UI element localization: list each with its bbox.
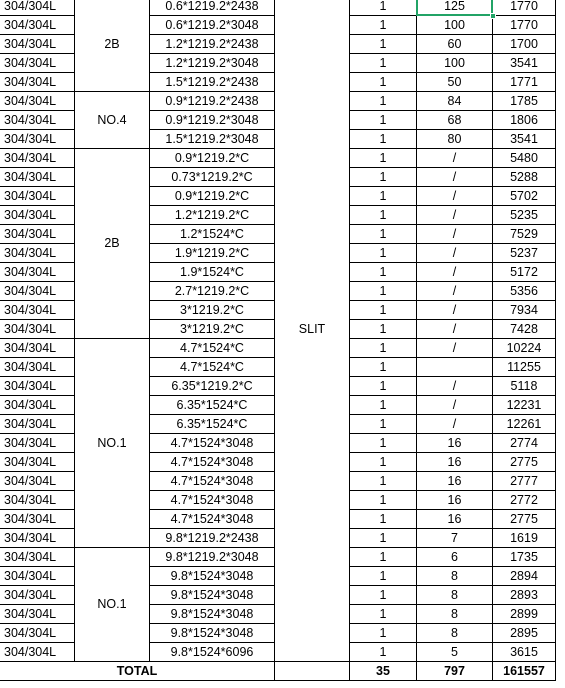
qty-cell[interactable]: 1 [350,111,417,130]
qty-cell[interactable]: 1 [350,472,417,491]
weight-cell[interactable]: 5702 [493,187,556,206]
weight-cell[interactable]: 1700 [493,35,556,54]
weight-cell[interactable]: 2895 [493,624,556,643]
size-cell[interactable]: 1.2*1219.2*3048 [150,54,275,73]
material-cell[interactable]: 304/304L [0,510,75,529]
size-cell[interactable]: 0.9*1219.2*C [150,149,275,168]
material-cell[interactable]: 304/304L [0,548,75,567]
size-cell[interactable]: 9.8*1524*3048 [150,605,275,624]
process-merged-cell[interactable]: SLIT [275,0,350,662]
weight-cell[interactable]: 5356 [493,282,556,301]
qty-cell[interactable]: 1 [350,35,417,54]
size-cell[interactable]: 1.5*1219.2*3048 [150,130,275,149]
pcs-cell[interactable]: / [417,263,493,282]
material-cell[interactable]: 304/304L [0,472,75,491]
pcs-cell[interactable]: / [417,415,493,434]
pcs-cell[interactable]: 16 [417,453,493,472]
qty-cell[interactable]: 1 [350,453,417,472]
total-weight-cell[interactable]: 161557 [493,662,556,681]
qty-cell[interactable]: 1 [350,529,417,548]
material-cell[interactable]: 304/304L [0,225,75,244]
pcs-cell[interactable]: / [417,187,493,206]
weight-cell[interactable]: 11255 [493,358,556,377]
pcs-cell[interactable]: / [417,206,493,225]
material-cell[interactable]: 304/304L [0,206,75,225]
weight-cell[interactable]: 12231 [493,396,556,415]
qty-cell[interactable]: 1 [350,187,417,206]
qty-cell[interactable]: 1 [350,605,417,624]
qty-cell[interactable]: 1 [350,54,417,73]
weight-cell[interactable]: 2893 [493,586,556,605]
weight-cell[interactable]: 1770 [493,16,556,35]
material-cell[interactable]: 304/304L [0,529,75,548]
weight-cell[interactable]: 5118 [493,377,556,396]
material-cell[interactable]: 304/304L [0,263,75,282]
size-cell[interactable]: 0.6*1219.2*2438 [150,0,275,16]
weight-cell[interactable]: 5237 [493,244,556,263]
qty-cell[interactable]: 1 [350,415,417,434]
weight-cell[interactable]: 2775 [493,510,556,529]
pcs-cell[interactable]: / [417,149,493,168]
qty-cell[interactable]: 1 [350,73,417,92]
size-cell[interactable]: 3*1219.2*C [150,320,275,339]
material-cell[interactable]: 304/304L [0,586,75,605]
size-cell[interactable]: 1.5*1219.2*2438 [150,73,275,92]
finish-merged-cell[interactable]: NO.1 [75,339,150,548]
material-cell[interactable]: 304/304L [0,320,75,339]
weight-cell[interactable]: 5480 [493,149,556,168]
qty-cell[interactable]: 1 [350,643,417,662]
total-pcs-cell[interactable]: 797 [417,662,493,681]
weight-cell[interactable]: 1770 [493,0,556,16]
weight-cell[interactable]: 10224 [493,339,556,358]
pcs-cell[interactable]: 16 [417,510,493,529]
qty-cell[interactable]: 1 [350,206,417,225]
material-cell[interactable]: 304/304L [0,149,75,168]
pcs-cell[interactable]: 16 [417,491,493,510]
size-cell[interactable]: 1.2*1524*C [150,225,275,244]
size-cell[interactable]: 4.7*1524*3048 [150,491,275,510]
weight-cell[interactable]: 5235 [493,206,556,225]
qty-cell[interactable]: 1 [350,0,417,16]
finish-merged-cell[interactable]: 2B [75,149,150,339]
pcs-cell[interactable]: / [417,282,493,301]
size-cell[interactable]: 9.8*1219.2*3048 [150,548,275,567]
pcs-cell[interactable]: 8 [417,605,493,624]
material-cell[interactable]: 304/304L [0,168,75,187]
size-cell[interactable]: 9.8*1524*3048 [150,586,275,605]
qty-cell[interactable]: 1 [350,282,417,301]
size-cell[interactable]: 0.6*1219.2*3048 [150,16,275,35]
qty-cell[interactable]: 1 [350,339,417,358]
weight-cell[interactable]: 7934 [493,301,556,320]
pcs-cell[interactable]: 5 [417,643,493,662]
size-cell[interactable]: 0.9*1219.2*3048 [150,111,275,130]
size-cell[interactable]: 1.2*1219.2*2438 [150,35,275,54]
size-cell[interactable]: 2.7*1219.2*C [150,282,275,301]
size-cell[interactable]: 9.8*1524*3048 [150,624,275,643]
size-cell[interactable]: 3*1219.2*C [150,301,275,320]
pcs-cell[interactable]: 8 [417,567,493,586]
qty-cell[interactable]: 1 [350,149,417,168]
pcs-cell[interactable]: 125 [417,0,493,16]
size-cell[interactable]: 9.8*1524*3048 [150,567,275,586]
total-label-cell[interactable]: TOTAL [0,662,275,681]
qty-cell[interactable]: 1 [350,301,417,320]
pcs-cell[interactable]: / [417,396,493,415]
pcs-cell[interactable]: 60 [417,35,493,54]
material-cell[interactable]: 304/304L [0,605,75,624]
qty-cell[interactable]: 1 [350,225,417,244]
qty-cell[interactable]: 1 [350,320,417,339]
total-qty-cell[interactable]: 35 [350,662,417,681]
weight-cell[interactable]: 2777 [493,472,556,491]
weight-cell[interactable]: 1735 [493,548,556,567]
size-cell[interactable]: 1.9*1524*C [150,263,275,282]
size-cell[interactable]: 0.9*1219.2*2438 [150,92,275,111]
pcs-cell[interactable]: 16 [417,472,493,491]
pcs-cell[interactable]: 80 [417,130,493,149]
pcs-cell[interactable]: 16 [417,434,493,453]
size-cell[interactable]: 4.7*1524*3048 [150,453,275,472]
material-cell[interactable]: 304/304L [0,624,75,643]
material-cell[interactable]: 304/304L [0,643,75,662]
weight-cell[interactable]: 3541 [493,130,556,149]
qty-cell[interactable]: 1 [350,396,417,415]
qty-cell[interactable]: 1 [350,130,417,149]
size-cell[interactable]: 1.9*1219.2*C [150,244,275,263]
size-cell[interactable]: 9.8*1219.2*2438 [150,529,275,548]
weight-cell[interactable]: 2772 [493,491,556,510]
size-cell[interactable]: 4.7*1524*3048 [150,510,275,529]
weight-cell[interactable]: 1806 [493,111,556,130]
size-cell[interactable]: 6.35*1524*C [150,396,275,415]
qty-cell[interactable]: 1 [350,16,417,35]
pcs-cell[interactable] [417,358,493,377]
size-cell[interactable]: 6.35*1524*C [150,415,275,434]
pcs-cell[interactable]: 8 [417,586,493,605]
pcs-cell[interactable]: 84 [417,92,493,111]
material-cell[interactable]: 304/304L [0,415,75,434]
weight-cell[interactable]: 12261 [493,415,556,434]
material-cell[interactable]: 304/304L [0,491,75,510]
weight-cell[interactable]: 1771 [493,73,556,92]
size-cell[interactable]: 4.7*1524*C [150,339,275,358]
qty-cell[interactable]: 1 [350,491,417,510]
size-cell[interactable]: 4.7*1524*3048 [150,472,275,491]
qty-cell[interactable]: 1 [350,358,417,377]
material-cell[interactable]: 304/304L [0,282,75,301]
pcs-cell[interactable]: 50 [417,73,493,92]
material-cell[interactable]: 304/304L [0,244,75,263]
material-cell[interactable]: 304/304L [0,187,75,206]
material-cell[interactable]: 304/304L [0,434,75,453]
weight-cell[interactable]: 7529 [493,225,556,244]
size-cell[interactable]: 0.9*1219.2*C [150,187,275,206]
material-cell[interactable]: 304/304L [0,301,75,320]
qty-cell[interactable]: 1 [350,92,417,111]
pcs-cell[interactable]: 100 [417,16,493,35]
material-cell[interactable]: 304/304L [0,377,75,396]
material-cell[interactable]: 304/304L [0,567,75,586]
weight-cell[interactable]: 3615 [493,643,556,662]
pcs-cell[interactable]: / [417,320,493,339]
weight-cell[interactable]: 5172 [493,263,556,282]
weight-cell[interactable]: 2899 [493,605,556,624]
qty-cell[interactable]: 1 [350,624,417,643]
weight-cell[interactable]: 1785 [493,92,556,111]
pcs-cell[interactable]: / [417,301,493,320]
pcs-cell[interactable]: 68 [417,111,493,130]
pcs-cell[interactable]: / [417,225,493,244]
size-cell[interactable]: 4.7*1524*C [150,358,275,377]
material-cell[interactable]: 304/304L [0,54,75,73]
qty-cell[interactable]: 1 [350,567,417,586]
finish-merged-cell[interactable]: 2B [75,0,150,92]
size-cell[interactable]: 1.2*1219.2*C [150,206,275,225]
qty-cell[interactable]: 1 [350,263,417,282]
size-cell[interactable]: 9.8*1524*6096 [150,643,275,662]
weight-cell[interactable]: 1619 [493,529,556,548]
material-cell[interactable]: 304/304L [0,396,75,415]
material-cell[interactable]: 304/304L [0,73,75,92]
material-cell[interactable]: 304/304L [0,111,75,130]
weight-cell[interactable]: 2775 [493,453,556,472]
size-cell[interactable]: 6.35*1219.2*C [150,377,275,396]
weight-cell[interactable]: 2774 [493,434,556,453]
material-cell[interactable]: 304/304L [0,16,75,35]
pcs-cell[interactable]: / [417,339,493,358]
material-cell[interactable]: 304/304L [0,0,75,16]
size-cell[interactable]: 4.7*1524*3048 [150,434,275,453]
pcs-cell[interactable]: 8 [417,624,493,643]
finish-merged-cell[interactable]: NO.1 [75,548,150,662]
weight-cell[interactable]: 5288 [493,168,556,187]
finish-merged-cell[interactable]: NO.4 [75,92,150,149]
material-cell[interactable]: 304/304L [0,92,75,111]
weight-cell[interactable]: 7428 [493,320,556,339]
pcs-cell[interactable]: / [417,244,493,263]
qty-cell[interactable]: 1 [350,586,417,605]
material-cell[interactable]: 304/304L [0,358,75,377]
pcs-cell[interactable]: / [417,168,493,187]
qty-cell[interactable]: 1 [350,244,417,263]
qty-cell[interactable]: 1 [350,168,417,187]
material-cell[interactable]: 304/304L [0,453,75,472]
material-cell[interactable]: 304/304L [0,339,75,358]
qty-cell[interactable]: 1 [350,510,417,529]
qty-cell[interactable]: 1 [350,434,417,453]
weight-cell[interactable]: 3541 [493,54,556,73]
pcs-cell[interactable]: / [417,377,493,396]
pcs-cell[interactable]: 7 [417,529,493,548]
pcs-cell[interactable]: 6 [417,548,493,567]
total-empty-cell[interactable] [275,662,350,681]
size-cell[interactable]: 0.73*1219.2*C [150,168,275,187]
qty-cell[interactable]: 1 [350,377,417,396]
pcs-cell[interactable]: 100 [417,54,493,73]
material-cell[interactable]: 304/304L [0,35,75,54]
qty-cell[interactable]: 1 [350,548,417,567]
material-cell[interactable]: 304/304L [0,130,75,149]
weight-cell[interactable]: 2894 [493,567,556,586]
